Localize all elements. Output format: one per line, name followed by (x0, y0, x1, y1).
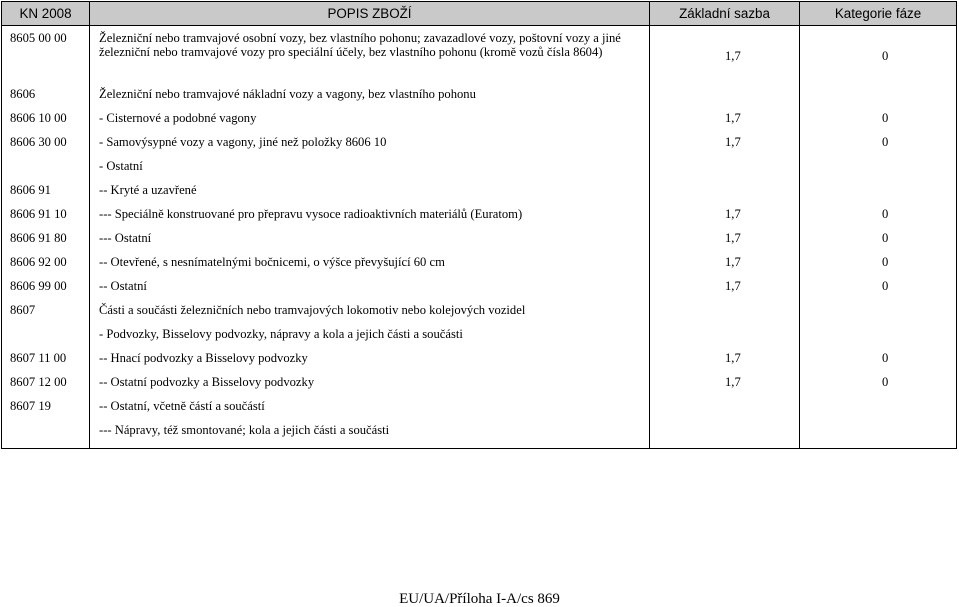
row-rate: 1,7 (725, 351, 741, 365)
table-row (2, 26, 957, 83)
table-row (2, 346, 957, 370)
header-description: POPIS ZBOŽÍ (90, 2, 650, 26)
row-rate: 1,7 (725, 135, 741, 149)
table-row (2, 322, 957, 346)
tariff-table (1, 1, 957, 449)
table-header-row (2, 2, 957, 26)
row-category: 0 (882, 207, 889, 221)
row-code: 8607 19 (10, 399, 51, 413)
row-description: -- Otevřené, s nesnímatelnými bočnicemi, o výšce převyšující 60 cm (99, 255, 445, 269)
row-description: Železniční nebo tramvajové nákladní vozy a vagony, bez vlastního pohonu (99, 87, 476, 101)
tariff-body (2, 26, 957, 449)
page-footer-reference: EU/UA/Příloha I-A/cs 869 (399, 591, 560, 607)
row-code: 8607 11 00 (10, 351, 67, 365)
table-row (2, 226, 957, 250)
row-category: 0 (882, 255, 889, 269)
table-row (2, 130, 957, 154)
row-category: 0 (882, 231, 889, 245)
row-description: - Podvozky, Bisselovy podvozky, nápravy a kola a jejich části a součásti (99, 327, 463, 341)
table-row (2, 274, 957, 298)
row-rate: 1,7 (725, 255, 741, 269)
header-staging-category: Kategorie fáze (800, 2, 957, 26)
row-description: - Cisternové a podobné vagony (99, 111, 257, 125)
row-description: --- Ostatní (99, 231, 152, 245)
row-description: Části a součásti železničních nebo tramvajových lokomotiv nebo kolejových vozidel (99, 303, 526, 317)
header-base-rate: Základní sazba (650, 2, 800, 26)
column-divider (89, 26, 90, 449)
row-code: 8606 92 00 (10, 255, 67, 269)
row-description: --- Nápravy, též smontované; kola a jejich části a součásti (99, 423, 390, 437)
table-row (2, 82, 957, 106)
row-category: 0 (882, 351, 889, 365)
table-row (2, 298, 957, 322)
row-category: 0 (882, 135, 889, 149)
row-code: 8606 10 00 (10, 111, 67, 125)
row-rate: 1,7 (725, 279, 741, 293)
row-rate: 1,7 (725, 375, 741, 389)
row-category: 0 (882, 111, 889, 125)
row-description: --- Speciálně konstruované pro přepravu vysoce radioaktivních materiálů (Euratom) (99, 207, 523, 221)
row-code: 8607 (10, 303, 36, 317)
table-row (2, 418, 957, 449)
column-divider (649, 26, 650, 449)
row-code: 8606 91 (10, 183, 51, 197)
row-code: 8607 12 00 (10, 375, 67, 389)
row-category: 0 (882, 375, 889, 389)
table-row (2, 370, 957, 394)
row-description: Železniční nebo tramvajové osobní vozy, bez vlastního pohonu; zavazadlové vozy, poštovní vozy a jiné železniční nebo tramvajové vozy pro speciální účely, bez vlastního pohonu (kromě vozů čísla 8604) (99, 31, 621, 59)
row-description: -- Ostatní podvozky a Bisselovy podvozky (99, 375, 315, 389)
row-description: -- Kryté a uzavřené (99, 183, 197, 197)
row-description: - Ostatní (99, 159, 143, 173)
column-divider (799, 26, 800, 449)
row-category: 0 (882, 49, 889, 63)
row-category: 0 (882, 279, 889, 293)
row-description: -- Hnací podvozky a Bisselovy podvozky (99, 351, 308, 365)
row-rate: 1,7 (725, 49, 741, 63)
row-code: 8606 99 00 (10, 279, 67, 293)
header-nomenclature: KN 2008 (2, 2, 90, 26)
row-code: 8605 00 00 (10, 31, 67, 45)
row-rate: 1,7 (725, 231, 741, 245)
table-row (2, 106, 957, 130)
row-description: - Samovýsypné vozy a vagony, jiné než položky 8606 10 (99, 135, 387, 149)
row-code: 8606 91 10 (10, 207, 67, 221)
row-rate: 1,7 (725, 207, 741, 221)
table-row (2, 250, 957, 274)
row-description: -- Ostatní (99, 279, 147, 293)
row-description: -- Ostatní, včetně částí a součástí (99, 399, 265, 413)
row-rate: 1,7 (725, 111, 741, 125)
table-row (2, 178, 957, 202)
row-code: 8606 30 00 (10, 135, 67, 149)
row-code: 8606 (10, 87, 36, 101)
table-row (2, 202, 957, 226)
table-row (2, 154, 957, 178)
table-row (2, 394, 957, 418)
row-code: 8606 91 80 (10, 231, 67, 245)
